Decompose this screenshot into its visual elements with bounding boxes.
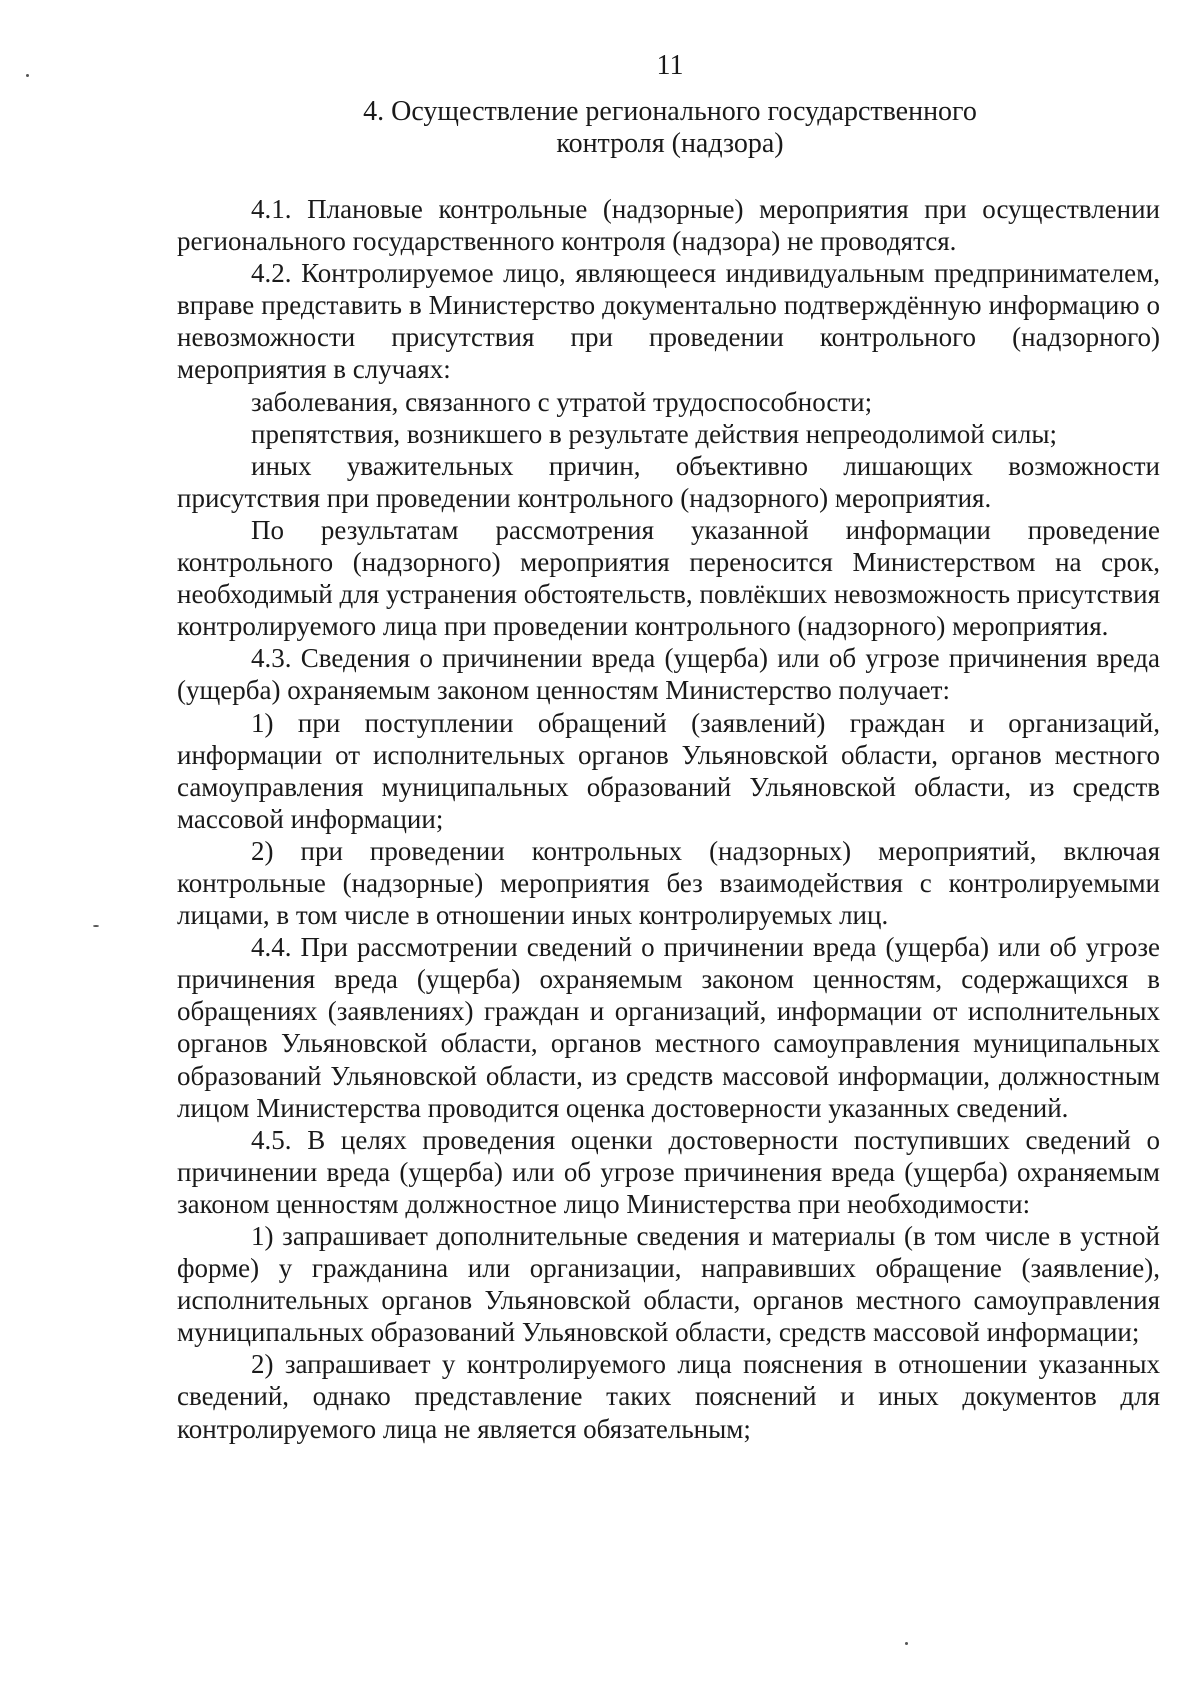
scan-speck [26,74,29,77]
document-body [177,193,1160,1445]
scan-speck [93,925,99,927]
paragraph-4-2-postponement: По результатам рассмотрения указанной информации проведение контрольного (надзорного) мероприятия переносится Министерством на срок, необходимый для устранения обстоятельств, повлёкших невозможность присутствия контролируемого лица при проведении контрольного (надзорного) мероприятия. [177,514,1160,642]
paragraph-4-2-case-other: иных уважительных причин, объективно лишающих возможности присутствия при проведении контрольного (надзорного) мероприятия. [177,450,1160,513]
section-title [300,96,1040,160]
paragraph-4-1: 4.1. Плановые контрольные (надзорные) мероприятия при осуществлении регионального государственного контроля (надзора) не проводятся. [177,194,1160,257]
paragraph-4-2-case-force-majeure: препятствия, возникшего в результате действия непреодолимой силы; [251,418,1057,449]
section-title-line-1: 4. Осуществление регионального государственного [363,96,977,127]
section-title-line-2: контроля (надзора) [556,128,784,159]
paragraph-4-2-case-illness: заболевания, связанного с утратой трудоспособности; [251,386,873,417]
paragraph-4-5-item-2: 2) запрашивает у контролируемого лица пояснения в отношении указанных сведений, однако представление таких пояснений и иных документов для контролируемого лица не является обязательным; [177,1349,1160,1444]
scan-speck [905,1642,908,1645]
paragraph-4-2: 4.2. Контролируемое лицо, являющееся индивидуальным предпринимателем, вправе представить в Министерство документально подтверждённую информацию о невозможности присутствия при проведении контрольного (надзорного) мероприятия в случаях: [177,258,1160,385]
paragraph-4-5-item-1: 1) запрашивает дополнительные сведения и материалы (в том числе в устной форме) у гражданина или организации, направивших обращение (заявление), исполнительных органов Ульяновской области, органов местного самоуправления муниципальных образований Ульяновской области, средств массовой информации; [177,1221,1160,1348]
paragraph-4-4: 4.4. При рассмотрении сведений о причинении вреда (ущерба) или об угрозе причинения вреда (ущерба) охраняемым законом ценностям, содержащихся в обращениях (заявлениях) граждан и организаций, информации от исполнительных органов Ульяновской области, органов местного самоуправления муниципальных образований Ульяновской области, из средств массовой информации, должностным лицом Министерства проводится оценка достоверности указанных сведений. [177,932,1160,1123]
paragraph-4-3: 4.3. Сведения о причинении вреда (ущерба) или об угрозе причинения вреда (ущерба) охраняемым законом ценностям Министерство получает: [177,643,1160,706]
paragraph-4-3-item-2: 2) при проведении контрольных (надзорных) мероприятий, включая контрольные (надзорные) мероприятия без взаимодействия с контролируемыми лицами, в том числе в отношении иных контролируемых лиц. [177,835,1160,931]
page-number: 11 [656,50,684,81]
paragraph-4-5: 4.5. В целях проведения оценки достоверности поступивших сведений о причинении вреда (ущерба) или об угрозе причинения вреда (ущерба) охраняемым законом ценностям должностное лицо Министерства при необходимости: [177,1124,1160,1219]
paragraph-4-3-item-1: 1) при поступлении обращений (заявлений) граждан и организаций, информации от исполнительных органов Ульяновской области, органов местного самоуправления муниципальных образований Ульяновской области, из средств массовой информации; [177,707,1160,834]
